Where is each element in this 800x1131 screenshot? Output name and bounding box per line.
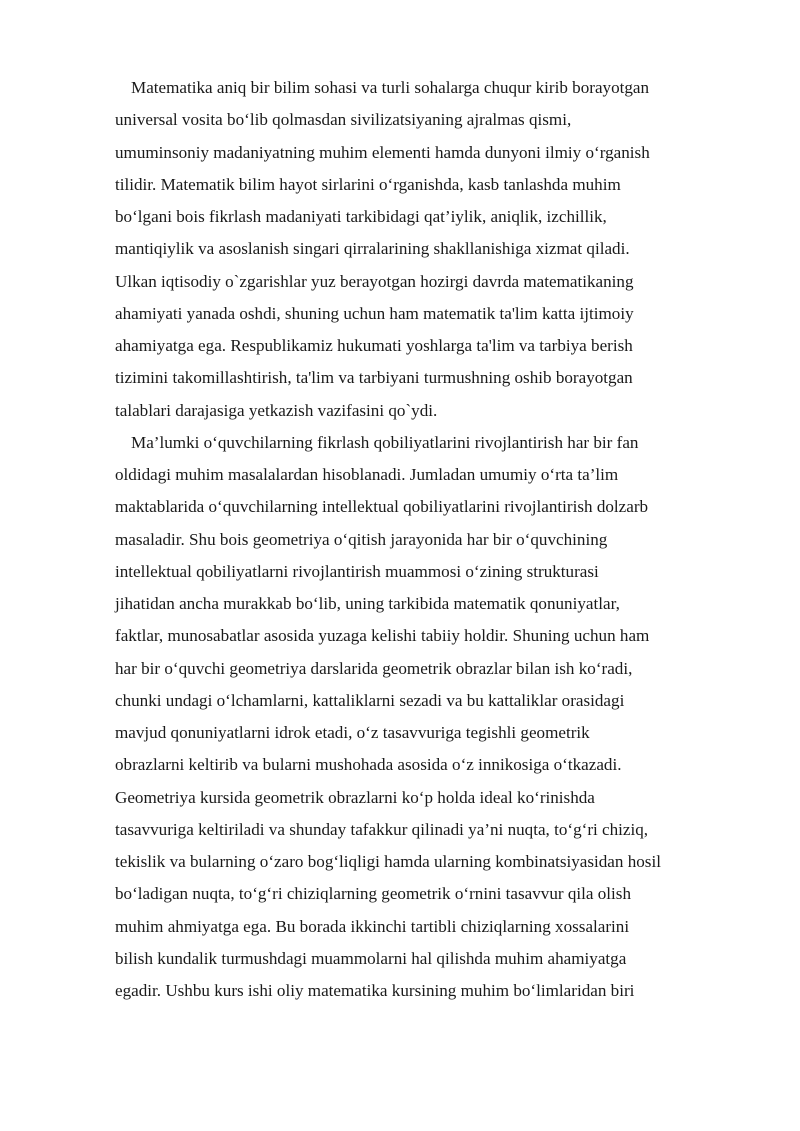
text-line: ahamiyatga ega. Respublikamiz hukumati yoshlarga ta'lim va tarbiya berish — [115, 336, 633, 355]
text-line: mantiqiylik va asoslanish singari qirralarining shakllanishiga xizmat qiladi. — [115, 239, 630, 259]
text-line: har bir o‘quvchi geometriya darslarida geometrik obrazlar bilan ish ko‘radi, — [115, 658, 633, 678]
text-line: ahamiyati yanada oshdi, shuning uchun ham matematik ta'lim katta ijtimoiy — [115, 303, 634, 323]
text-line: maktablarida o‘quvchilarning intellektual qobiliyatlarini rivojlantirish dolzarb — [115, 497, 649, 517]
text-line: bilish kundalik turmushdagi muammolarni hal qilishda muhim ahamiyatga — [115, 948, 627, 968]
text-line: masaladir. Shu bois geometriya o‘qitish jarayonida har bir o‘quvchining — [115, 529, 608, 549]
text-line: bo‘lgani bois fikrlash madaniyati tarkibidagi qat’iylik, aniqlik, izchillik, — [115, 207, 607, 226]
text-line: faktlar, munosabatlar asosida yuzaga kelishi tabiiy holdir. Shuning uchun ham — [115, 626, 650, 646]
text-line: tekislik va bularning o‘zaro bog‘liqligi hamda ularning kombinatsiyasidan hosil — [115, 852, 661, 871]
text-line: Geometriya kursida geometrik obrazlarni ko‘p holda ideal ko‘rinishda — [115, 787, 595, 807]
text-line: muhim ahmiyatga ega. Bu borada ikkinchi tartibli chiziqlarning xossalarini — [115, 916, 630, 936]
text-line: mavjud qonuniyatlarni idrok etadi, o‘z tasavvuriga tegishli geometrik — [115, 723, 590, 742]
text-line: oldidagi muhim masalalardan hisoblanadi. Jumladan umumiy o‘rta ta’lim — [115, 465, 619, 484]
text-line: intellektual qobiliyatlarni rivojlantirish muammosi o‘zining strukturasi — [115, 561, 599, 581]
text-line: tizimini takomillashtirish, ta'lim va tarbiyani turmushning oshib borayotgan — [115, 368, 633, 388]
text-line: umuminsoniy madaniyatning muhim elementi hamda dunyoni ilmiy o‘rganish — [115, 142, 650, 162]
text-line: obrazlarni keltirib va bularni mushohada asosida o‘z innikosiga o‘tkazadi. — [115, 755, 622, 775]
text-line: chunki undagi o‘lchamlarni, kattaliklarni sezadi va bu kattaliklar orasidagi — [115, 690, 625, 710]
text-line: egadir. Ushbu kurs ishi oliy matematika kursining muhim bo‘limlaridan biri — [115, 981, 635, 1000]
text-line: tilidir. Matematik bilim hayot sirlarini o‘rganishda, kasb tanlashda muhim — [115, 174, 621, 194]
text-line: Matematika aniq bir bilim sohasi va turli sohalarga chuqur kirib borayotgan — [131, 78, 650, 97]
text-line: universal vosita bo‘lib qolmasdan sivilizatsiyaning ajralmas qismi, — [115, 110, 572, 130]
text-line: talablari darajasiga yetkazish vazifasini qo`ydi. — [115, 400, 438, 420]
text-line: jihatidan ancha murakkab bo‘lib, uning tarkibida matematik qonuniyatlar, — [115, 594, 620, 613]
text-line: Ulkan iqtisodiy o`zgarishlar yuz berayotgan hozirgi davrda matematikaning — [115, 271, 634, 291]
text-line: Ma’lumki o‘quvchilarning fikrlash qobiliyatlarini rivojlantirish har bir fan — [131, 432, 639, 452]
text-line: bo‘ladigan nuqta, to‘g‘ri chiziqlarning geometrik o‘rnini tasavvur qila olish — [115, 884, 632, 904]
document-page — [115, 72, 760, 1007]
text-line: tasavvuriga keltiriladi va shunday tafakkur qilinadi ya’ni nuqta, to‘g‘ri chiziq, — [115, 819, 649, 839]
